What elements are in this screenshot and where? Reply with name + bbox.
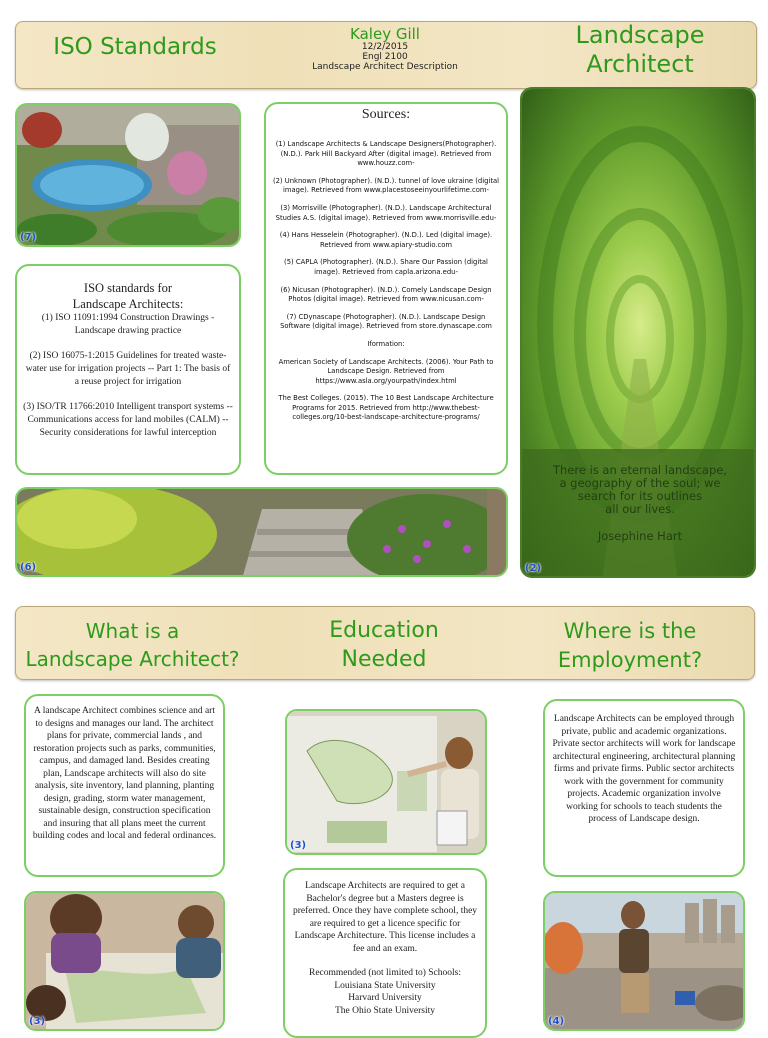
image-number-label: (3) xyxy=(290,840,307,851)
date: 12/2/2015 xyxy=(361,42,409,52)
sources-box xyxy=(264,102,508,475)
what-is-line-2: Landscape Architect? xyxy=(25,647,240,671)
subtitle: Landscape Architect Description xyxy=(312,62,458,72)
sources-title: Sources: xyxy=(361,107,411,122)
quote-line-2: a geography of the soul; we xyxy=(559,476,721,490)
garden-steps-illustration xyxy=(17,489,508,577)
what-is-line-1: What is a xyxy=(85,619,180,643)
education-line-1: Education xyxy=(329,618,439,643)
employment-text: Landscape Architects can be employed through private, public and academic organizations. Private sector architects will work for landscape architectural engineering, architectural planning firms and private firms. Public sector architects work with the government for community projects. Academic organization involve working for schools to teach students the process of Landscape design. xyxy=(552,714,736,824)
source-entry: (5) CAPLA (Photographer). (N.D.). Share Our Passion (digital image). Retrieved from capla.arizona.edu- xyxy=(284,258,488,276)
students-illustration xyxy=(26,893,225,1031)
quote-line-3: search for its outlines xyxy=(577,489,703,503)
employment-line-1: Where is the xyxy=(563,619,697,643)
source-entry: (6) Nicusan (Photographer). (N.D.). Comely Landscape Design Photos (digital image). Retrieved from www.nicusan.com- xyxy=(280,285,492,304)
landscape-worker-image xyxy=(543,891,745,1031)
sources-list xyxy=(272,140,500,423)
iso-item-1: (1) ISO 11091:1994 Construction Drawings - Landscape drawing practice xyxy=(41,313,215,336)
iso-heading-line-2: Landscape Architects: xyxy=(72,297,184,311)
what-is-text: A landscape Architect combines science and art to designs and manages our land. The architect plans for private, commercial lands , and restoration projects such as parks, communities, campus, and damaged land. Besides creating plan, Landscape architects will also do site analysis, site inventory, land planning, planting design, grading, storm water management, sustainable design, construction specification and insuring that all plans meet the current building codes and local and federal ordinances. xyxy=(32,706,217,841)
author-name: Kaley Gill xyxy=(350,25,420,43)
backyard-garden-image xyxy=(15,103,241,247)
iso-item-2: (2) ISO 16075-1:2015 Guidelines for treated waste-water use for irrigation projects -- Part 1: The basis of a reuse project for irrigation xyxy=(25,351,231,387)
schools-heading: Recommended (not limited to) Schools: xyxy=(309,968,461,978)
iso-standards-box xyxy=(15,264,241,475)
students-planning-image xyxy=(24,891,225,1031)
info-entry: American Society of Landscape Architects. (2006). Your Path to Landscape Design. Retrieved from https://www.asla.org/yourpath/index.html xyxy=(278,357,494,385)
source-entry: (1) Landscape Architects & Landscape Designers(Photographer). (N.D.). Park Hill Backyard After (digital image). Retrieved from www.houzz.com- xyxy=(275,140,497,168)
worker-illustration xyxy=(545,893,745,1031)
source-entry: (4) Hans Hesselein (Photographer). (N.D.). Led (digital image). Retrieved from www.apiary-studio.com xyxy=(279,231,493,249)
iso-heading xyxy=(23,280,233,312)
school-item: Harvard University xyxy=(348,993,422,1003)
title-line-1: Landscape xyxy=(575,21,705,49)
garden-steps-image xyxy=(15,487,508,577)
tunnel-of-love-image xyxy=(520,87,756,578)
what-is-box xyxy=(24,694,225,877)
employment-line-2: Employment? xyxy=(557,648,703,672)
information-heading: Iformation: xyxy=(367,339,405,348)
presentation-image xyxy=(285,709,487,855)
education-line-2: Needed xyxy=(341,647,427,672)
education-text: Landscape Architects are required to get a Bachelor's degree but a Masters degree is preferred. Once they have complete school, they are required to get a licence specific for Landscape Architecture. This license includes a fee and an exam. xyxy=(292,881,478,954)
employment-box xyxy=(543,699,745,877)
image-number-label: (3) xyxy=(29,1016,46,1027)
source-entry: (7) CDynascape (Photographer). (N.D.). Landscape Design Software (digital image). Retrieved from store.dynascape.com xyxy=(280,312,492,331)
employment-title xyxy=(535,617,725,675)
education-title xyxy=(294,616,474,674)
quote-line-4: all our lives. xyxy=(605,502,675,516)
quote-line-1: There is an eternal landscape, xyxy=(552,463,728,477)
school-item: The Ohio State University xyxy=(335,1005,435,1016)
source-entry: (3) Morrisville (Photographer). (N.D.). Landscape Architectural Studies A.S. (digital image). Retrieved from www.morrisville.edu- xyxy=(275,203,497,222)
quote xyxy=(522,464,756,543)
source-entry: (2) Unknown (Photographer). (N.D.). tunnel of love ukraine (digital image). Retrieved from www.placestoseeinyourlifetime.com- xyxy=(272,176,500,195)
school-item: Louisiana State University xyxy=(334,980,436,991)
landscape-architect-title xyxy=(560,21,720,79)
iso-item-3: (3) ISO/TR 11766:2010 Intelligent transport systems -- Communications access for land mobiles (CALM) -- Security considerations for lawful interception xyxy=(23,402,233,438)
info-entry: The Best Colleges. (2015). The 10 Best Landscape Architecture Programs for 2015. Retrieved from http://www.thebest-colleges.org/10-best-landscape-architecture-programs/ xyxy=(278,394,494,422)
quote-author: Josephine Hart xyxy=(597,529,683,543)
title-line-2: Architect xyxy=(586,50,694,78)
course: Engl 2100 xyxy=(362,52,408,62)
backyard-garden-illustration xyxy=(17,105,241,247)
image-number-label: (7) xyxy=(20,232,37,243)
author-block xyxy=(300,27,470,72)
presentation-illustration xyxy=(287,711,487,855)
iso-standards-title: ISO Standards xyxy=(53,34,217,60)
image-number-label: (6) xyxy=(20,562,37,573)
image-number-label: (4) xyxy=(548,1016,565,1027)
image-number-label: (2) xyxy=(525,563,542,574)
education-box xyxy=(283,868,487,1038)
iso-heading-line-1: ISO standards for xyxy=(83,281,173,295)
what-is-title xyxy=(15,617,250,673)
